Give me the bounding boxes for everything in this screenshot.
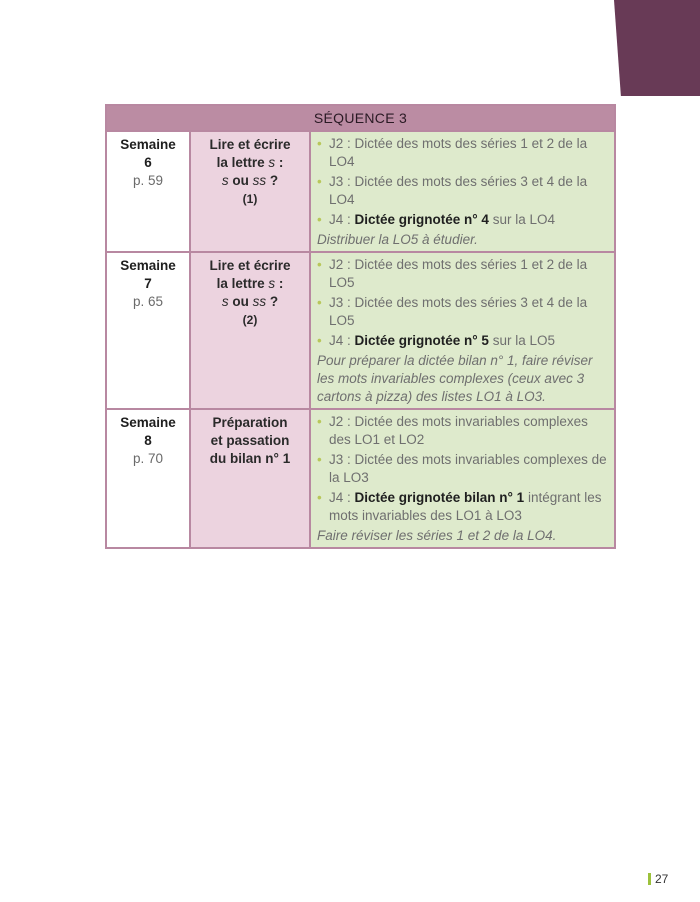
list-item: • J3 : Dictée des mots des séries 3 et 4 de la LO4	[317, 174, 588, 207]
bullet-icon: •	[317, 414, 322, 429]
topic-line: la lettre s :	[216, 276, 284, 291]
topic-line: s ou ss ?	[221, 173, 279, 188]
topic-line: la lettre s :	[216, 155, 284, 170]
note-text: Faire réviser les séries 1 et 2 de la LO4.	[317, 528, 557, 543]
corner-tab	[614, 0, 700, 96]
topic-cell	[190, 131, 310, 252]
week-cell	[106, 252, 190, 409]
topic-line: Lire et écrire	[209, 258, 291, 273]
list-item: • J4 : Dictée grignotée n° 4 sur la LO4	[317, 212, 555, 227]
page-number	[648, 872, 668, 886]
page-ref: p. 59	[132, 173, 164, 188]
week-label: Semaine	[120, 415, 176, 430]
page-number-text: 27	[655, 872, 669, 886]
table-header: SÉQUENCE 3	[106, 105, 615, 131]
bullet-icon: •	[317, 333, 322, 348]
topic-line: du bilan n° 1	[209, 451, 291, 466]
topic-line: Lire et écrire	[209, 137, 291, 152]
week-number: 7	[144, 276, 152, 291]
table-row	[106, 252, 615, 409]
list-item: • J3 : Dictée des mots des séries 3 et 4 de la LO5	[317, 295, 588, 328]
sequence-table-wrapper	[105, 104, 616, 549]
list-item: • J2 : Dictée des mots des séries 1 et 2 de la LO5	[317, 257, 588, 290]
bullet-icon: •	[317, 452, 322, 467]
bullet-icon: •	[317, 136, 322, 151]
topic-cell	[190, 409, 310, 548]
bullet-icon: •	[317, 174, 322, 189]
week-cell	[106, 131, 190, 252]
bullet-icon: •	[317, 212, 322, 227]
table-row	[106, 131, 615, 252]
list-item: • J3 : Dictée des mots invariables complexes de la LO3	[317, 452, 607, 485]
list-item: • J2 : Dictée des mots des séries 1 et 2 de la LO4	[317, 136, 588, 169]
note-text: Distribuer la LO5 à étudier.	[317, 232, 478, 247]
page-ref: p. 65	[132, 294, 164, 309]
topic-cell	[190, 252, 310, 409]
details-cell	[310, 131, 615, 252]
week-number: 8	[144, 433, 152, 448]
topic-line: et passation	[210, 433, 290, 448]
week-number: 6	[144, 155, 152, 170]
details-cell	[310, 252, 615, 409]
topic-line: s ou ss ?	[221, 294, 279, 309]
topic-number: (1)	[242, 192, 258, 206]
list-item: • J4 : Dictée grignotée bilan n° 1 intégrant les mots invariables des LO1 à LO3	[317, 490, 602, 523]
table-row	[106, 409, 615, 548]
list-item: • J4 : Dictée grignotée n° 5 sur la LO5	[317, 333, 555, 348]
bullet-icon: •	[317, 490, 322, 505]
details-cell	[310, 409, 615, 548]
topic-number: (2)	[242, 313, 258, 327]
sequence-table	[105, 104, 616, 549]
page-ref: p. 70	[132, 451, 164, 466]
week-label: Semaine	[120, 258, 176, 273]
page-marker-icon	[648, 873, 651, 885]
list-item: • J2 : Dictée des mots invariables complexes des LO1 et LO2	[317, 414, 588, 447]
week-label: Semaine	[120, 137, 176, 152]
topic-line: Préparation	[212, 415, 288, 430]
week-cell	[106, 409, 190, 548]
note-text: Pour préparer la dictée bilan n° 1, faire réviser les mots invariables complexes (ceux avec 3 cartons à pizza) des listes LO1 à LO3.	[317, 353, 593, 404]
bullet-icon: •	[317, 257, 322, 272]
bullet-icon: •	[317, 295, 322, 310]
